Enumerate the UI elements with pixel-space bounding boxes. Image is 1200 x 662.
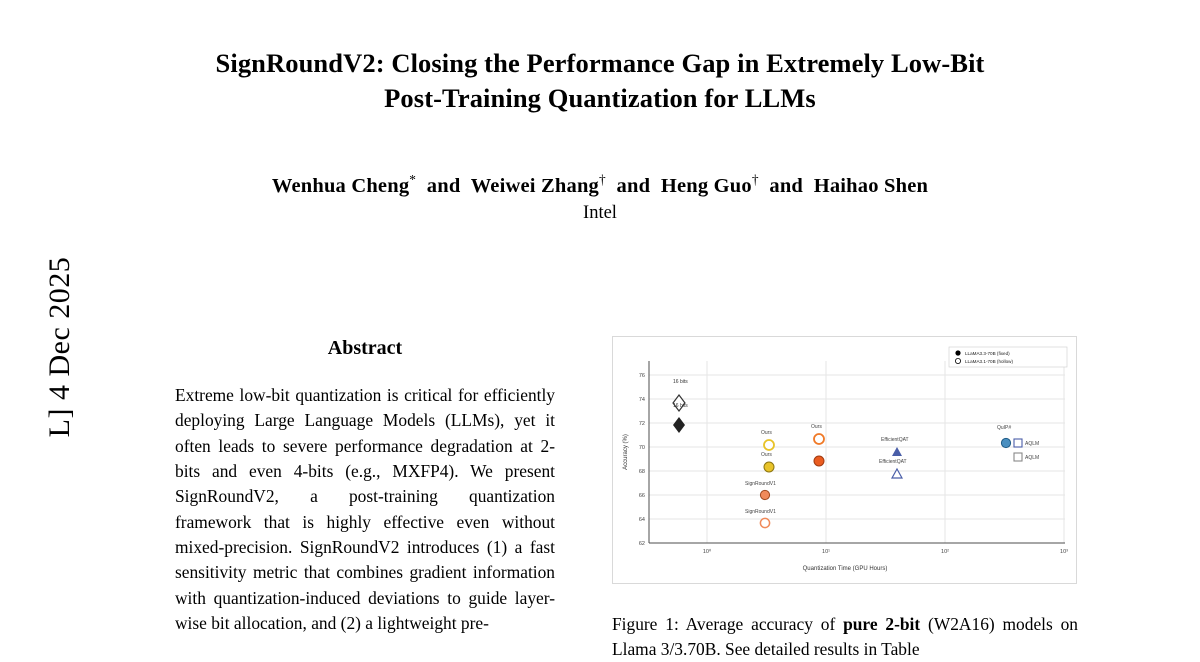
svg-text:QuIP#: QuIP# xyxy=(997,425,1012,431)
svg-text:72: 72 xyxy=(638,421,645,427)
title-line-2: Post-Training Quantization for LLMs xyxy=(384,83,816,114)
author-name-2: Weiwei Zhang xyxy=(470,174,599,197)
figure-caption-bold: pure 2-bit xyxy=(843,614,921,634)
figure-1-caption xyxy=(612,612,1078,662)
abstract-body: Extreme low-bit quantization is critical for efficiently deploying Large Language Models (LLMs), yet it often leads to severe performance degradation at 2-bits and even 4-bits (e.g., MXFP4). We present SignRoundV2, a post-training quantization framework that is highly effective even without mixed-precision. SignRoundV2 introduces (1) a fast sensitivity metric that combines gradient information with quantization-induced deviations to guide layer-wise bit allocation, and (2) a lightweight pre- xyxy=(175,385,555,633)
page-title xyxy=(160,46,1040,116)
author-name-1: Wenhua Cheng xyxy=(271,174,410,197)
point-ours-orange-filled xyxy=(814,456,824,466)
svg-text:76: 76 xyxy=(638,373,645,379)
figure-caption-prefix: Figure 1: Average accuracy of xyxy=(612,614,844,634)
figure-caption-suffix: (W2A16) models on Llama 3/3.70B. See detailed results in Table xyxy=(612,614,1078,660)
affiliation: Intel xyxy=(583,203,617,223)
author-marker-1: * xyxy=(409,172,417,187)
arxiv-side-stamp: L] 4 Dec 2025 xyxy=(43,256,76,438)
figure-1-chart xyxy=(612,336,1077,584)
svg-text:68: 68 xyxy=(638,469,645,475)
svg-text:66: 66 xyxy=(638,493,645,499)
author-separator-2: and xyxy=(616,174,651,197)
svg-text:70: 70 xyxy=(638,445,645,451)
author-name-4: Haihao Shen xyxy=(813,174,929,197)
author-list xyxy=(160,172,1040,198)
svg-text:AQLM: AQLM xyxy=(1025,441,1040,447)
author-name-3: Heng Guo xyxy=(660,174,752,197)
svg-text:AQLM: AQLM xyxy=(1025,455,1040,461)
svg-text:EfficientQAT: EfficientQAT xyxy=(879,459,907,465)
svg-text:EfficientQAT: EfficientQAT xyxy=(881,437,909,443)
chart-legend xyxy=(949,347,1067,367)
svg-text:10⁰: 10⁰ xyxy=(702,549,712,555)
svg-text:10²: 10² xyxy=(941,549,949,555)
svg-text:Ours: Ours xyxy=(761,430,772,436)
point-aqlm-2 xyxy=(1014,453,1039,461)
svg-text:LLaMA3.3-70B (fixed): LLaMA3.3-70B (fixed) xyxy=(965,351,1010,356)
abstract-heading: Abstract xyxy=(327,337,403,359)
svg-text:SignRoundV1: SignRoundV1 xyxy=(745,481,776,487)
svg-text:10³: 10³ xyxy=(1060,549,1068,555)
author-marker-2: † xyxy=(599,172,606,187)
y-axis-label: Accuracy (%) xyxy=(623,434,629,470)
svg-text:LLaMA3.1-70B (hollow): LLaMA3.1-70B (hollow) xyxy=(965,359,1014,364)
author-separator-3: and xyxy=(769,174,804,197)
svg-text:62: 62 xyxy=(638,541,645,547)
author-marker-3: † xyxy=(751,172,759,187)
svg-text:Ours: Ours xyxy=(811,424,822,430)
svg-text:Ours: Ours xyxy=(761,452,772,458)
title-line-1: SignRoundV2: Closing the Performance Gap in Extremely Low-Bit xyxy=(215,48,985,78)
x-axis-label: Quantization Time (GPU Hours) xyxy=(802,566,888,572)
author-separator-1: and xyxy=(426,174,461,197)
svg-text:SignRoundV1: SignRoundV1 xyxy=(745,509,776,515)
point-aqlm-1 xyxy=(1014,439,1039,447)
svg-text:10¹: 10¹ xyxy=(822,549,830,555)
svg-text:16 bits: 16 bits xyxy=(673,403,688,409)
svg-text:16 bits: 16 bits xyxy=(673,379,688,385)
svg-text:74: 74 xyxy=(638,397,645,403)
scatter-plot-svg xyxy=(613,337,1076,583)
svg-text:64: 64 xyxy=(638,517,645,523)
